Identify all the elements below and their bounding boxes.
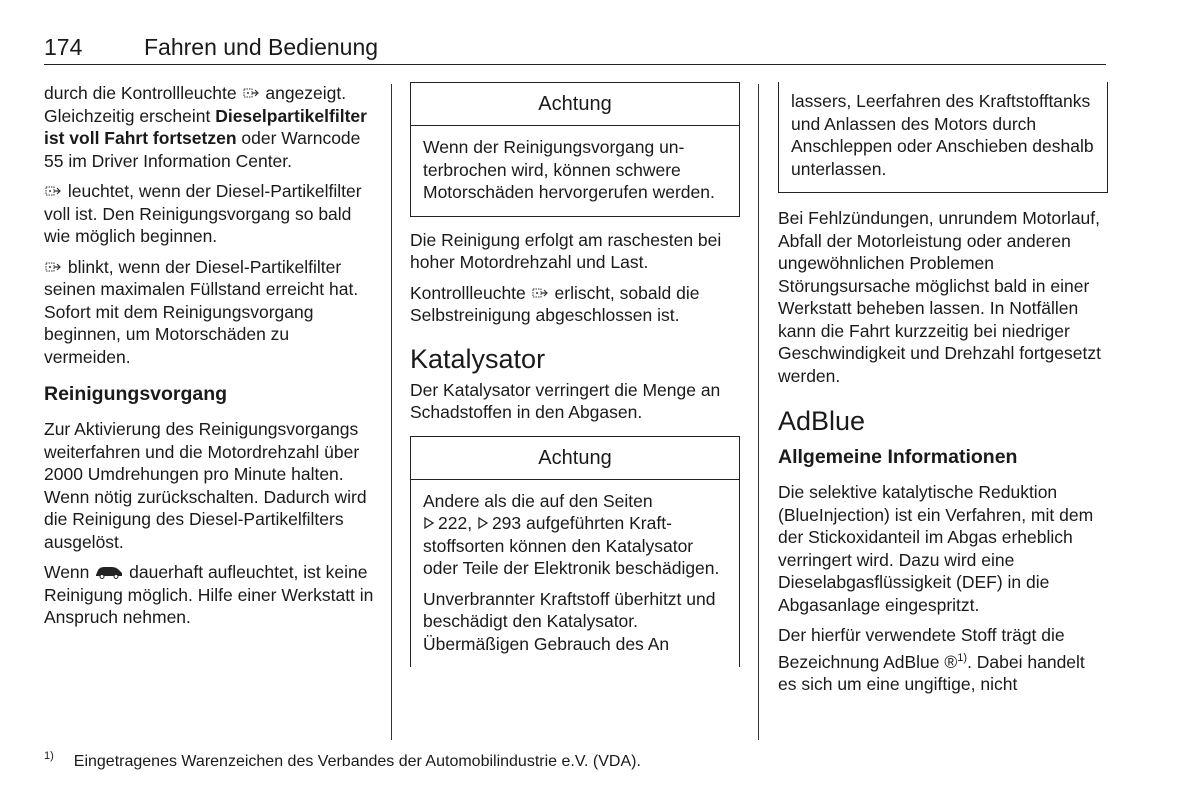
page-header	[44, 34, 1106, 65]
diesel-particle-filter-icon	[242, 86, 259, 100]
page-number: 174	[44, 34, 83, 60]
paragraph-dpf-indicator: durch die Kontrollleuchte angezeigt. Gleichzeitig erscheint Dieselpartikelfilter ist voll Fahrt fortsetzen oder Warncode 55 im Driver Information Center.	[44, 83, 367, 171]
warning-text-fuel: Andere als die auf den Seiten 222, 293 aufgeführten Kraftstoffsorten können den Katalysator oder Teile der Elektronik beschädigen.	[423, 490, 720, 578]
paragraph-scr: Die selektive katalytische Reduktion (BlueInjection) ist ein Verfahren, mit dem der Stickoxidanteil im Abgas erheblich verringert wird. Dazu wird eine Dieselabgasflüssigkeit (DEF) in die Abgasanlage eingespritzt.	[778, 482, 1094, 615]
service-car-icon	[94, 565, 124, 579]
warning-box-continued	[778, 82, 1108, 193]
warning-title: Achtung	[411, 437, 739, 480]
diesel-particle-filter-icon	[531, 286, 548, 300]
section-heading-adblue: AdBlue	[778, 406, 866, 436]
warning-text: Wenn der Reinigungsvorgang unterbrochen wird, können schwere Motorschäden hervorgerufen werden.	[423, 137, 715, 202]
diesel-particle-filter-icon	[44, 260, 61, 274]
paragraph-dpf-blinks: blinkt, wenn der Diesel-Partikelfilter seinen maximalen Füllstand erreicht hat. Sofort mit dem Reinigungsvorgang beginnen, um Motorschäden zu vermeiden.	[44, 256, 359, 367]
footnote-mark: 1)	[44, 750, 54, 762]
paragraph-cleaning-activation: Zur Aktivierung des Reinigungsvorgangs weiterfahren und die Motordrehzahl über 2000 Umdrehungen pro Minute halten. Wenn nötig zurückschalten. Dadurch wird die Reinigung des Diesel-Partikelfilters ausgelöst.	[44, 419, 367, 552]
paragraph-adblue-name: Der hierfür verwendete Stoff trägt die Bezeichnung AdBlue ®$^{1)}$. Dabei handelt es sich um eine ungiftige, nicht	[778, 625, 1085, 694]
warning-box-catalyst	[410, 436, 740, 668]
page-reference-arrow-icon	[477, 516, 489, 530]
paragraph-catalyst: Der Katalysator verringert die Menge an Schadstoffen in den Abgasen.	[410, 379, 721, 422]
footnote-reference[interactable]: 1)	[957, 651, 968, 664]
paragraph-fastest-cleaning: Die Reinigung erfolgt am raschesten bei hoher Motordrehzahl und Last.	[410, 229, 722, 272]
paragraph-lamp-off: Kontrollleuchte erlischt, sobald die Selbstreinigung abgeschlossen ist.	[410, 282, 700, 325]
column-divider-1	[391, 84, 392, 740]
page-reference[interactable]: 222,	[438, 513, 473, 533]
column-right	[778, 82, 1108, 703]
paragraph-dpf-lights: leuchtet, wenn der Diesel-Partikelfilter voll ist. Den Reinigungsvorgang so bald wie möglich beginnen.	[44, 181, 362, 246]
paragraph-misfire: Bei Fehlzündungen, unrundem Motorlauf, Abfall der Motorleistung oder anderen ungewöhnlichen Problemen Störungsursache möglichst bald in einer Werkstatt beheben lassen. In Notfällen kann die Fahrt kurzzeitig bei niedriger Geschwindigkeit und Drehzahl fortgesetzt werden.	[778, 208, 1101, 386]
subsection-heading-general: Allgemeine Informationen	[778, 446, 1018, 468]
paragraph-no-cleaning: Wenn dauerhaft aufleuchtet, ist keine Reinigung möglich. Hilfe einer Werkstatt in Anspruch nehmen.	[44, 562, 374, 627]
column-left	[44, 82, 376, 637]
warning-text-unburnt: Unverbrannter Kraftstoff überhitzt und beschädigt den Katalysator. Übermäßigen Gebrauch des An	[423, 588, 716, 654]
section-heading-cleaning: Reinigungsvorgang	[44, 383, 228, 405]
warning-text-continued: lassers, Leerfahren des Kraftstofftanks und Anlassen des Motors durch Anschleppen oder Anschieben deshalb unterlassen.	[791, 91, 1094, 179]
footnote	[44, 746, 641, 772]
column-divider-2	[758, 84, 759, 740]
column-middle	[410, 82, 740, 677]
page-reference-arrow-icon	[423, 516, 435, 530]
section-heading-catalyst: Katalysator	[410, 343, 546, 374]
diesel-particle-filter-icon	[44, 184, 61, 198]
warning-title: Achtung	[411, 83, 739, 126]
warning-box-interrupt	[410, 82, 740, 217]
chapter-title: Fahren und Bedienung	[144, 34, 379, 60]
footnote-text: Eingetragenes Warenzeichen des Verbandes der Automobilindustrie e.V. (VDA).	[73, 753, 641, 770]
